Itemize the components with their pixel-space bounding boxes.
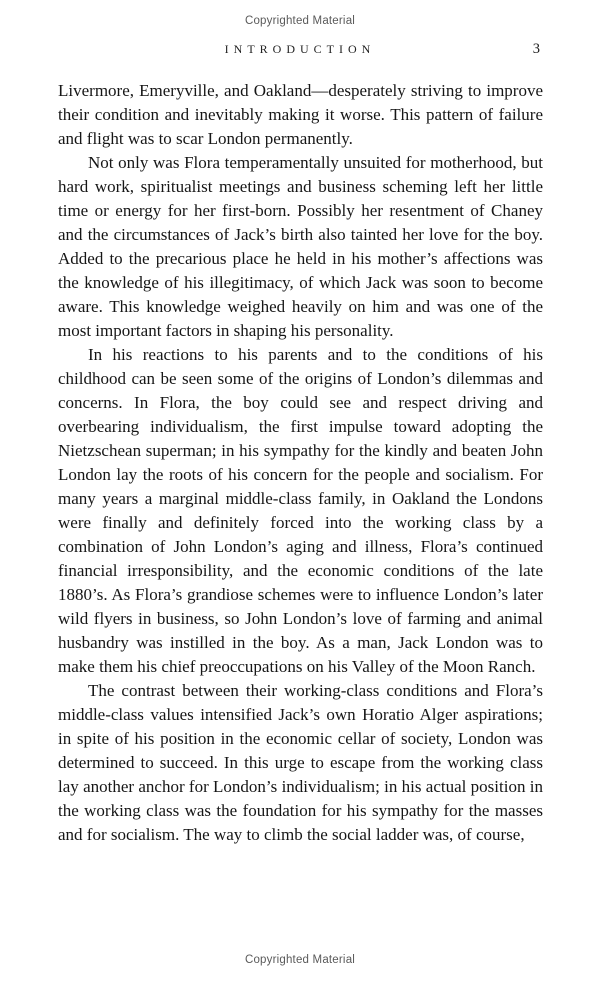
running-header bbox=[0, 42, 600, 60]
paragraph-3: In his reactions to his parents and to the conditions of his childhood can be seen some of the origins of London’s dilemmas and concerns. In Flora, the boy could see and respect driving and overbearing individualism, the first impulse toward adopting the Nietzschean superman; in his sympathy for the kindly and beaten John London lay the roots of his concern for the people and socialism. For many years a marginal middle-class family, in Oakland the Londons were finally and definitely forced into the working class by a combination of John London’s aging and illness, Flora’s continued financial irresponsibility, and the economic conditions of the late 1880’s. As Flora’s grandiose schemes were to influence London’s later wild flyers in business, so John London’s love of farming and animal husbandry was instilled in the boy. As a man, Jack London was to make them his chief preoccupations on his Valley of the Moon Ranch. bbox=[58, 345, 543, 676]
page-number: 3 bbox=[532, 41, 540, 57]
body-text bbox=[58, 79, 543, 847]
paragraph-2: Not only was Flora temperamentally unsuited for motherhood, but hard work, spiritualist meetings and business scheming left her little time or energy for her first-born. Possibly her resentment of Chaney and the circumstances of Jack’s birth also tainted her love for the boy. Added to the precarious place he held in his mother’s affections was the knowledge of his illegitimacy, of which Jack was soon to become aware. This knowledge weighed heavily on him and was one of the most important factors in shaping his personality. bbox=[58, 153, 543, 340]
copyright-notice-bottom: Copyrighted Material bbox=[244, 954, 356, 966]
chapter-title: INTRODUCTION bbox=[224, 42, 376, 56]
paragraph-1: Livermore, Emeryville, and Oakland—desperately striving to improve their condition and inevitably making it worse. This pattern of failure and flight was to scar London permanently. bbox=[58, 81, 543, 148]
paragraph-4: The contrast between their working-class conditions and Flora’s middle-class values intensified Jack’s own Horatio Alger aspirations; in spite of his position in the economic cellar of society, London was determined to succeed. In this urge to escape from the working class lay another anchor for London’s individualism; in his actual position in the working class was the foundation for his sympathy for the masses and for socialism. The way to climb the social ladder was, of course, bbox=[58, 681, 543, 844]
copyright-notice-top: Copyrighted Material bbox=[244, 15, 356, 27]
